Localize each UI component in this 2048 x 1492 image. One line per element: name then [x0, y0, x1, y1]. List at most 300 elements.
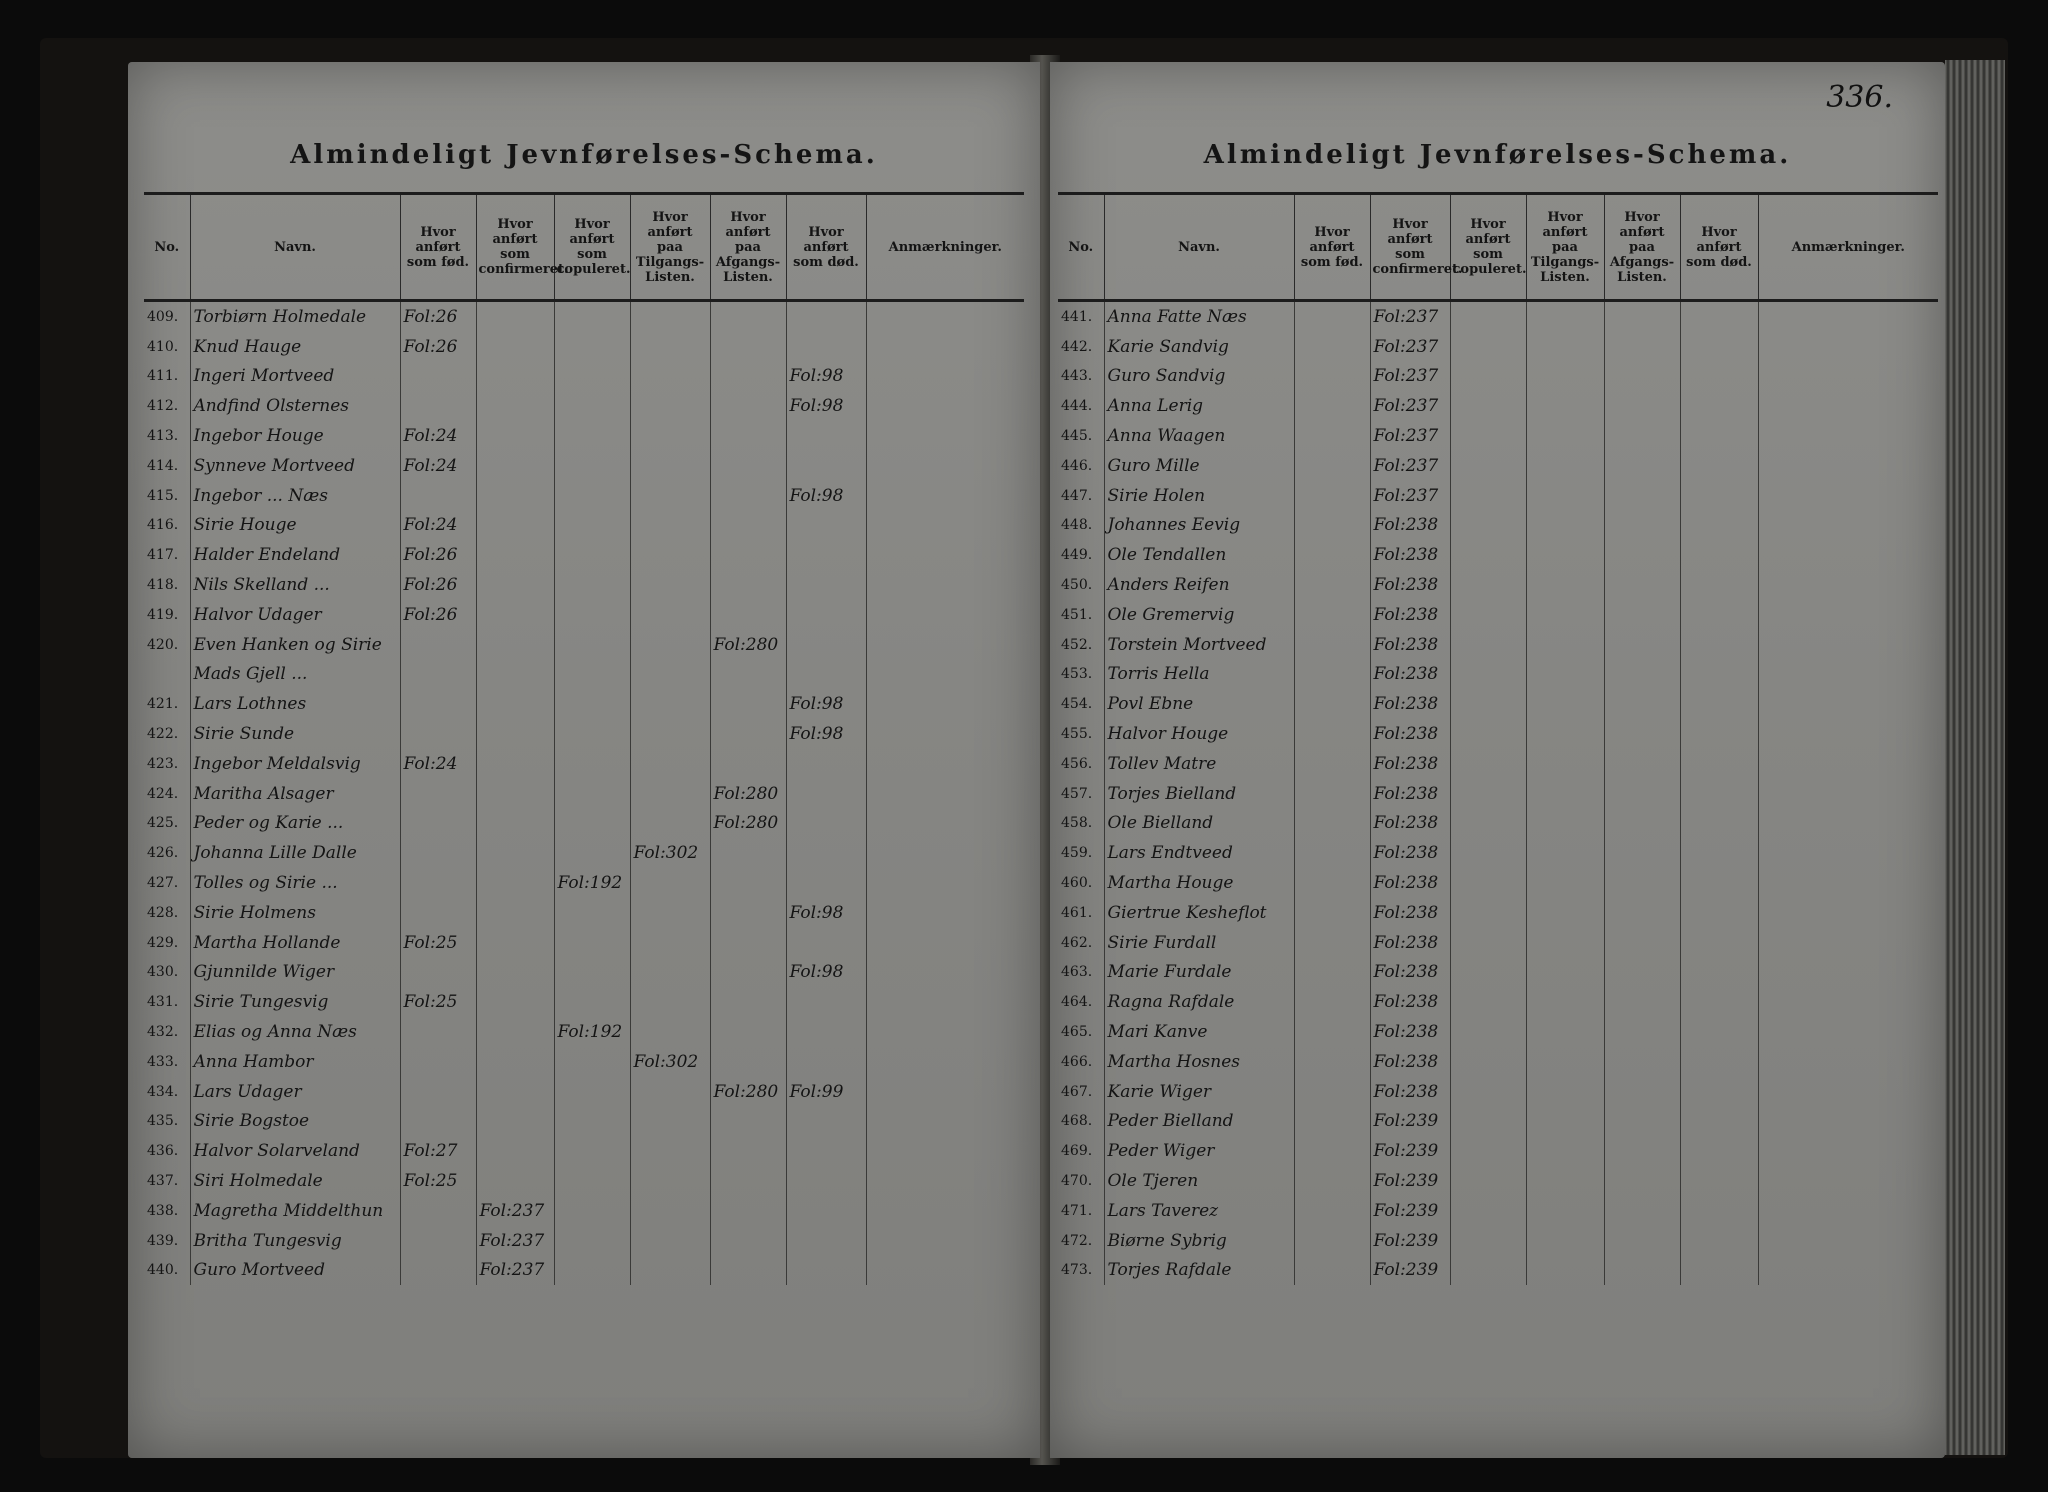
- ledger-row: [144, 630, 1024, 660]
- folio-reference: [1680, 779, 1758, 809]
- entry-number: 443.: [1061, 368, 1093, 385]
- entry-number: 431.: [147, 994, 179, 1011]
- column-header: Hvor anført som copuleret.: [554, 194, 630, 301]
- entry-name: Johanna Lille Dalle: [190, 838, 400, 868]
- ledger-row: [144, 1077, 1024, 1107]
- folio-reference: [630, 1077, 710, 1107]
- folio-reference: [1526, 1256, 1604, 1286]
- folio-reference: Fol:239: [1370, 1196, 1450, 1226]
- folio-reference: Fol:237: [1370, 421, 1450, 451]
- folio-reference: [1450, 689, 1526, 719]
- folio-reference: [476, 511, 554, 541]
- folio-reference: [710, 481, 786, 511]
- folio-reference: [1526, 660, 1604, 690]
- folio-reference: [710, 301, 786, 332]
- folio-reference: [1294, 779, 1370, 809]
- folio-reference: [1294, 1107, 1370, 1137]
- folio-reference: [866, 1166, 1024, 1196]
- folio-reference: [1526, 987, 1604, 1017]
- folio-reference: [866, 1256, 1024, 1286]
- folio-reference: [400, 779, 476, 809]
- folio-reference: [710, 332, 786, 362]
- folio-reference: [476, 1136, 554, 1166]
- column-header: Hvor anført som confirmeret.: [1370, 194, 1450, 301]
- folio-reference: [1758, 928, 1938, 958]
- folio-reference: [866, 481, 1024, 511]
- folio-reference: Fol:238: [1370, 540, 1450, 570]
- folio-reference: [786, 1136, 866, 1166]
- ledger-row: [144, 421, 1024, 451]
- entry-name: Peder og Karie ...: [190, 809, 400, 839]
- folio-reference: Fol:26: [400, 332, 476, 362]
- folio-reference: [400, 660, 476, 690]
- folio-reference: [1758, 1047, 1938, 1077]
- folio-reference: [476, 421, 554, 451]
- folio-reference: [400, 689, 476, 719]
- folio-reference: Fol:302: [630, 1047, 710, 1077]
- folio-reference: [786, 600, 866, 630]
- folio-reference: [1680, 868, 1758, 898]
- folio-reference: [476, 570, 554, 600]
- folio-reference: [1450, 301, 1526, 332]
- folio-reference: [1758, 540, 1938, 570]
- entry-number: 409.: [147, 308, 179, 325]
- folio-reference: Fol:25: [400, 928, 476, 958]
- entry-name: Synneve Mortveed: [190, 451, 400, 481]
- folio-reference: [1758, 1226, 1938, 1256]
- folio-reference: [630, 868, 710, 898]
- folio-reference: [1450, 630, 1526, 660]
- folio-reference: [476, 1047, 554, 1077]
- folio-reference: [1526, 928, 1604, 958]
- folio-reference: Fol:24: [400, 511, 476, 541]
- entry-name: Ragna Rafdale: [1104, 987, 1294, 1017]
- folio-reference: [400, 868, 476, 898]
- folio-reference: [1450, 1196, 1526, 1226]
- entry-number: 433.: [147, 1053, 179, 1070]
- folio-reference: [476, 540, 554, 570]
- folio-reference: [1680, 301, 1758, 332]
- entry-name: Guro Mille: [1104, 451, 1294, 481]
- folio-reference: [1604, 1047, 1680, 1077]
- folio-reference: [786, 421, 866, 451]
- folio-reference: [1526, 898, 1604, 928]
- folio-reference: [554, 838, 630, 868]
- entry-name: Nils Skelland ...: [190, 570, 400, 600]
- folio-reference: [1526, 1226, 1604, 1256]
- ledger-row: [1058, 332, 1938, 362]
- folio-reference: [1526, 1107, 1604, 1137]
- folio-reference: Fol:238: [1370, 1017, 1450, 1047]
- folio-reference: [1604, 1136, 1680, 1166]
- ledger-row: [144, 1256, 1024, 1286]
- right-ledger-header-row: [1058, 194, 1938, 301]
- folio-reference: [866, 451, 1024, 481]
- folio-reference: [1526, 540, 1604, 570]
- folio-reference: [866, 898, 1024, 928]
- folio-reference: [1450, 570, 1526, 600]
- ledger-row: [144, 451, 1024, 481]
- folio-reference: [1526, 1047, 1604, 1077]
- folio-reference: [1680, 987, 1758, 1017]
- entry-name: Halvor Houge: [1104, 719, 1294, 749]
- folio-reference: [786, 1047, 866, 1077]
- folio-reference: [554, 630, 630, 660]
- folio-reference: [630, 809, 710, 839]
- folio-reference: [1758, 868, 1938, 898]
- folio-reference: Fol:24: [400, 451, 476, 481]
- folio-reference: Fol:24: [400, 749, 476, 779]
- left-page-title: Almindeligt Jevnførelses-Schema.: [290, 140, 878, 170]
- folio-reference: [630, 511, 710, 541]
- folio-reference: [1758, 779, 1938, 809]
- folio-reference: [1294, 1256, 1370, 1286]
- folio-reference: [1526, 1136, 1604, 1166]
- entry-number: 414.: [147, 457, 179, 474]
- entry-number: 466.: [1061, 1053, 1093, 1070]
- folio-reference: [1450, 451, 1526, 481]
- entry-number: 411.: [147, 368, 179, 385]
- folio-reference: [554, 1226, 630, 1256]
- folio-reference: Fol:98: [786, 898, 866, 928]
- entry-number: 420.: [147, 636, 179, 653]
- entry-number: 437.: [147, 1173, 179, 1189]
- entry-name: Sirie Holmens: [190, 898, 400, 928]
- ledger-row: [144, 1166, 1024, 1196]
- folio-reference: [554, 362, 630, 392]
- entry-name: Torjes Rafdale: [1104, 1256, 1294, 1286]
- folio-reference: [400, 1196, 476, 1226]
- ledger-row: [1058, 1256, 1938, 1286]
- column-header: Hvor anført som confirmeret.: [476, 194, 554, 301]
- folio-reference: [554, 660, 630, 690]
- folio-reference: [1604, 332, 1680, 362]
- folio-reference: [554, 1196, 630, 1226]
- ledger-row: [144, 660, 1024, 690]
- folio-reference: [554, 332, 630, 362]
- folio-reference: [1526, 689, 1604, 719]
- folio-reference: [630, 928, 710, 958]
- folio-reference: Fol:280: [710, 809, 786, 839]
- folio-reference: [866, 838, 1024, 868]
- folio-reference: [866, 719, 1024, 749]
- ledger-row: [144, 301, 1024, 332]
- column-header: Hvor anført som død.: [1680, 194, 1758, 301]
- entry-number: 444.: [1061, 398, 1093, 415]
- entry-number: 430.: [147, 964, 179, 981]
- folio-reference: [1294, 749, 1370, 779]
- folio-reference: [1526, 481, 1604, 511]
- folio-reference: [710, 421, 786, 451]
- entry-name: Mari Kanve: [1104, 1017, 1294, 1047]
- entry-name: Anna Hambor: [190, 1047, 400, 1077]
- folio-reference: [866, 570, 1024, 600]
- entry-name: Lars Endtveed: [1104, 838, 1294, 868]
- folio-reference: [1758, 898, 1938, 928]
- entry-name: Maritha Alsager: [190, 779, 400, 809]
- entry-name: Lars Taverez: [1104, 1196, 1294, 1226]
- folio-reference: [1604, 600, 1680, 630]
- folio-reference: [1758, 1166, 1938, 1196]
- folio-reference: [1604, 1196, 1680, 1226]
- folio-reference: [786, 570, 866, 600]
- entry-name: Guro Mortveed: [190, 1256, 400, 1286]
- entry-number: 445.: [1061, 428, 1093, 445]
- folio-reference: Fol:239: [1370, 1226, 1450, 1256]
- entry-number: 457.: [1061, 785, 1093, 802]
- folio-reference: Fol:98: [786, 958, 866, 988]
- entry-number: 412.: [147, 398, 179, 415]
- folio-reference: [1680, 511, 1758, 541]
- entry-name: Magretha Middelthun: [190, 1196, 400, 1226]
- folio-reference: [786, 1017, 866, 1047]
- entry-number: 427.: [147, 875, 179, 892]
- folio-reference: [1450, 540, 1526, 570]
- folio-reference: [1680, 660, 1758, 690]
- folio-reference: [1758, 362, 1938, 392]
- folio-reference: [1294, 540, 1370, 570]
- folio-reference: Fol:238: [1370, 511, 1450, 541]
- folio-reference: [554, 1107, 630, 1137]
- entry-name: Sirie Furdall: [1104, 928, 1294, 958]
- folio-reference: [1294, 391, 1370, 421]
- folio-reference: [476, 928, 554, 958]
- entry-name: Martha Hollande: [190, 928, 400, 958]
- entry-number: 439.: [147, 1232, 179, 1249]
- entry-number: 467.: [1061, 1083, 1093, 1100]
- folio-reference: [630, 1136, 710, 1166]
- folio-reference: Fol:238: [1370, 838, 1450, 868]
- entry-name: Marie Furdale: [1104, 958, 1294, 988]
- folio-reference: [1294, 570, 1370, 600]
- folio-reference: [400, 481, 476, 511]
- ledger-row: [1058, 749, 1938, 779]
- ledger-row: [144, 570, 1024, 600]
- folio-reference: [554, 779, 630, 809]
- entry-number: 426.: [147, 845, 179, 862]
- folio-reference: [1526, 362, 1604, 392]
- entry-name: Britha Tungesvig: [190, 1226, 400, 1256]
- folio-reference: [1758, 660, 1938, 690]
- entry-number: 448.: [1061, 517, 1093, 534]
- folio-reference: [1294, 1047, 1370, 1077]
- column-header: Anmærkninger.: [1758, 194, 1938, 301]
- folio-reference: [1758, 421, 1938, 451]
- entry-name: Anna Fatte Næs: [1104, 301, 1294, 332]
- ledger-row: [144, 540, 1024, 570]
- folio-reference: [1680, 719, 1758, 749]
- entry-name: Knud Hauge: [190, 332, 400, 362]
- folio-reference: [630, 1196, 710, 1226]
- folio-reference: [1758, 987, 1938, 1017]
- folio-reference: Fol:238: [1370, 958, 1450, 988]
- folio-reference: [476, 1107, 554, 1137]
- ledger-row: [144, 958, 1024, 988]
- folio-reference: [1680, 1107, 1758, 1137]
- folio-reference: [866, 332, 1024, 362]
- folio-reference: [476, 987, 554, 1017]
- folio-reference: [866, 600, 1024, 630]
- folio-reference: [476, 1017, 554, 1047]
- folio-reference: Fol:239: [1370, 1166, 1450, 1196]
- entry-name: Povl Ebne: [1104, 689, 1294, 719]
- folio-reference: Fol:238: [1370, 809, 1450, 839]
- folio-reference: [554, 301, 630, 332]
- folio-reference: [476, 719, 554, 749]
- entry-name: Halvor Solarveland: [190, 1136, 400, 1166]
- entry-name: Torjes Bielland: [1104, 779, 1294, 809]
- folio-reference: [1450, 809, 1526, 839]
- folio-reference: [400, 1226, 476, 1256]
- folio-reference: [1758, 570, 1938, 600]
- folio-reference: Fol:238: [1370, 719, 1450, 749]
- entry-name: Tolles og Sirie ...: [190, 868, 400, 898]
- folio-reference: [400, 838, 476, 868]
- folio-reference: [1526, 1196, 1604, 1226]
- folio-reference: [1604, 779, 1680, 809]
- folio-reference: [476, 660, 554, 690]
- entry-number: 451.: [1061, 606, 1093, 623]
- folio-reference: [1294, 868, 1370, 898]
- column-header: Hvor anført paa Tilgangs-Listen.: [630, 194, 710, 301]
- entry-number: 423.: [147, 755, 179, 772]
- folio-reference: [1294, 898, 1370, 928]
- folio-reference: [630, 332, 710, 362]
- ledger-row: [1058, 868, 1938, 898]
- folio-reference: [1294, 838, 1370, 868]
- folio-reference: Fol:192: [554, 1017, 630, 1047]
- folio-reference: Fol:26: [400, 540, 476, 570]
- folio-reference: [866, 630, 1024, 660]
- folio-reference: Fol:237: [1370, 301, 1450, 332]
- ledger-row: [1058, 898, 1938, 928]
- entry-number: 417.: [147, 547, 179, 564]
- folio-reference: [1680, 332, 1758, 362]
- folio-reference: [1526, 600, 1604, 630]
- folio-reference: Fol:237: [1370, 332, 1450, 362]
- folio-reference: [1294, 660, 1370, 690]
- entry-name: Ole Gremervig: [1104, 600, 1294, 630]
- folio-reference: [400, 719, 476, 749]
- folio-reference: [554, 391, 630, 421]
- folio-reference: [1680, 958, 1758, 988]
- folio-reference: [476, 451, 554, 481]
- ledger-row: [144, 1017, 1024, 1047]
- folio-reference: [866, 1136, 1024, 1166]
- entry-name: Lars Udager: [190, 1077, 400, 1107]
- folio-reference: [1526, 958, 1604, 988]
- folio-reference: [1450, 1077, 1526, 1107]
- folio-reference: [710, 1136, 786, 1166]
- folio-reference: [1758, 511, 1938, 541]
- folio-reference: [630, 779, 710, 809]
- entry-name: Sirie Sunde: [190, 719, 400, 749]
- folio-reference: [786, 1107, 866, 1137]
- ledger-row: [1058, 301, 1938, 332]
- folio-reference: [554, 749, 630, 779]
- folio-reference: [1450, 1226, 1526, 1256]
- ledger-row: [1058, 958, 1938, 988]
- ledger-row: [1058, 1077, 1938, 1107]
- entry-name: Sirie Bogstoe: [190, 1107, 400, 1137]
- entry-number: 469.: [1061, 1143, 1093, 1160]
- folio-reference: [786, 540, 866, 570]
- folio-reference: [1604, 749, 1680, 779]
- ledger-row: [1058, 630, 1938, 660]
- entry-name: Elias og Anna Næs: [190, 1017, 400, 1047]
- folio-reference: [554, 689, 630, 719]
- folio-reference: [1604, 540, 1680, 570]
- folio-reference: Fol:238: [1370, 779, 1450, 809]
- folio-reference: [1758, 958, 1938, 988]
- left-ledger-table: [144, 192, 1024, 1285]
- folio-reference: [1526, 301, 1604, 332]
- folio-reference: [1526, 749, 1604, 779]
- folio-reference: Fol:237: [1370, 451, 1450, 481]
- folio-reference: [1758, 749, 1938, 779]
- ledger-row: [144, 1196, 1024, 1226]
- ledger-row: [144, 898, 1024, 928]
- folio-reference: [630, 1166, 710, 1196]
- folio-reference: [1294, 630, 1370, 660]
- folio-reference: Fol:192: [554, 868, 630, 898]
- folio-reference: [630, 719, 710, 749]
- folio-reference: [1604, 958, 1680, 988]
- folio-reference: [866, 958, 1024, 988]
- folio-reference: [630, 570, 710, 600]
- folio-reference: [1680, 838, 1758, 868]
- folio-reference: [476, 481, 554, 511]
- folio-reference: [630, 600, 710, 630]
- folio-reference: [1294, 689, 1370, 719]
- folio-reference: Fol:98: [786, 481, 866, 511]
- folio-reference: [630, 898, 710, 928]
- folio-reference: [1526, 421, 1604, 451]
- folio-reference: [1526, 391, 1604, 421]
- ledger-row: [1058, 391, 1938, 421]
- folio-reference: Fol:99: [786, 1077, 866, 1107]
- folio-reference: [1294, 958, 1370, 988]
- ledger-row: [144, 1226, 1024, 1256]
- entry-name: Halder Endeland: [190, 540, 400, 570]
- ledger-row: [1058, 1226, 1938, 1256]
- ledger-row: [1058, 809, 1938, 839]
- entry-name: Peder Wiger: [1104, 1136, 1294, 1166]
- ledger-row: [144, 689, 1024, 719]
- folio-reference: [1450, 1017, 1526, 1047]
- folio-reference: [710, 1107, 786, 1137]
- ledger-row: [144, 749, 1024, 779]
- right-page: [1050, 62, 1945, 1458]
- folio-reference: Fol:238: [1370, 987, 1450, 1017]
- entry-number: 458.: [1061, 815, 1093, 832]
- folio-reference: [554, 600, 630, 630]
- folio-reference: Fol:238: [1370, 600, 1450, 630]
- column-header: Hvor anført paa Tilgangs-Listen.: [1526, 194, 1604, 301]
- folio-reference: [1680, 391, 1758, 421]
- folio-reference: [1294, 421, 1370, 451]
- folio-reference: Fol:238: [1370, 928, 1450, 958]
- folio-reference: Fol:98: [786, 689, 866, 719]
- folio-reference: [630, 749, 710, 779]
- folio-reference: [710, 838, 786, 868]
- folio-reference: [554, 481, 630, 511]
- folio-reference: [554, 1136, 630, 1166]
- folio-reference: [630, 958, 710, 988]
- folio-reference: [786, 987, 866, 1017]
- folio-reference: [554, 928, 630, 958]
- folio-reference: [1604, 689, 1680, 719]
